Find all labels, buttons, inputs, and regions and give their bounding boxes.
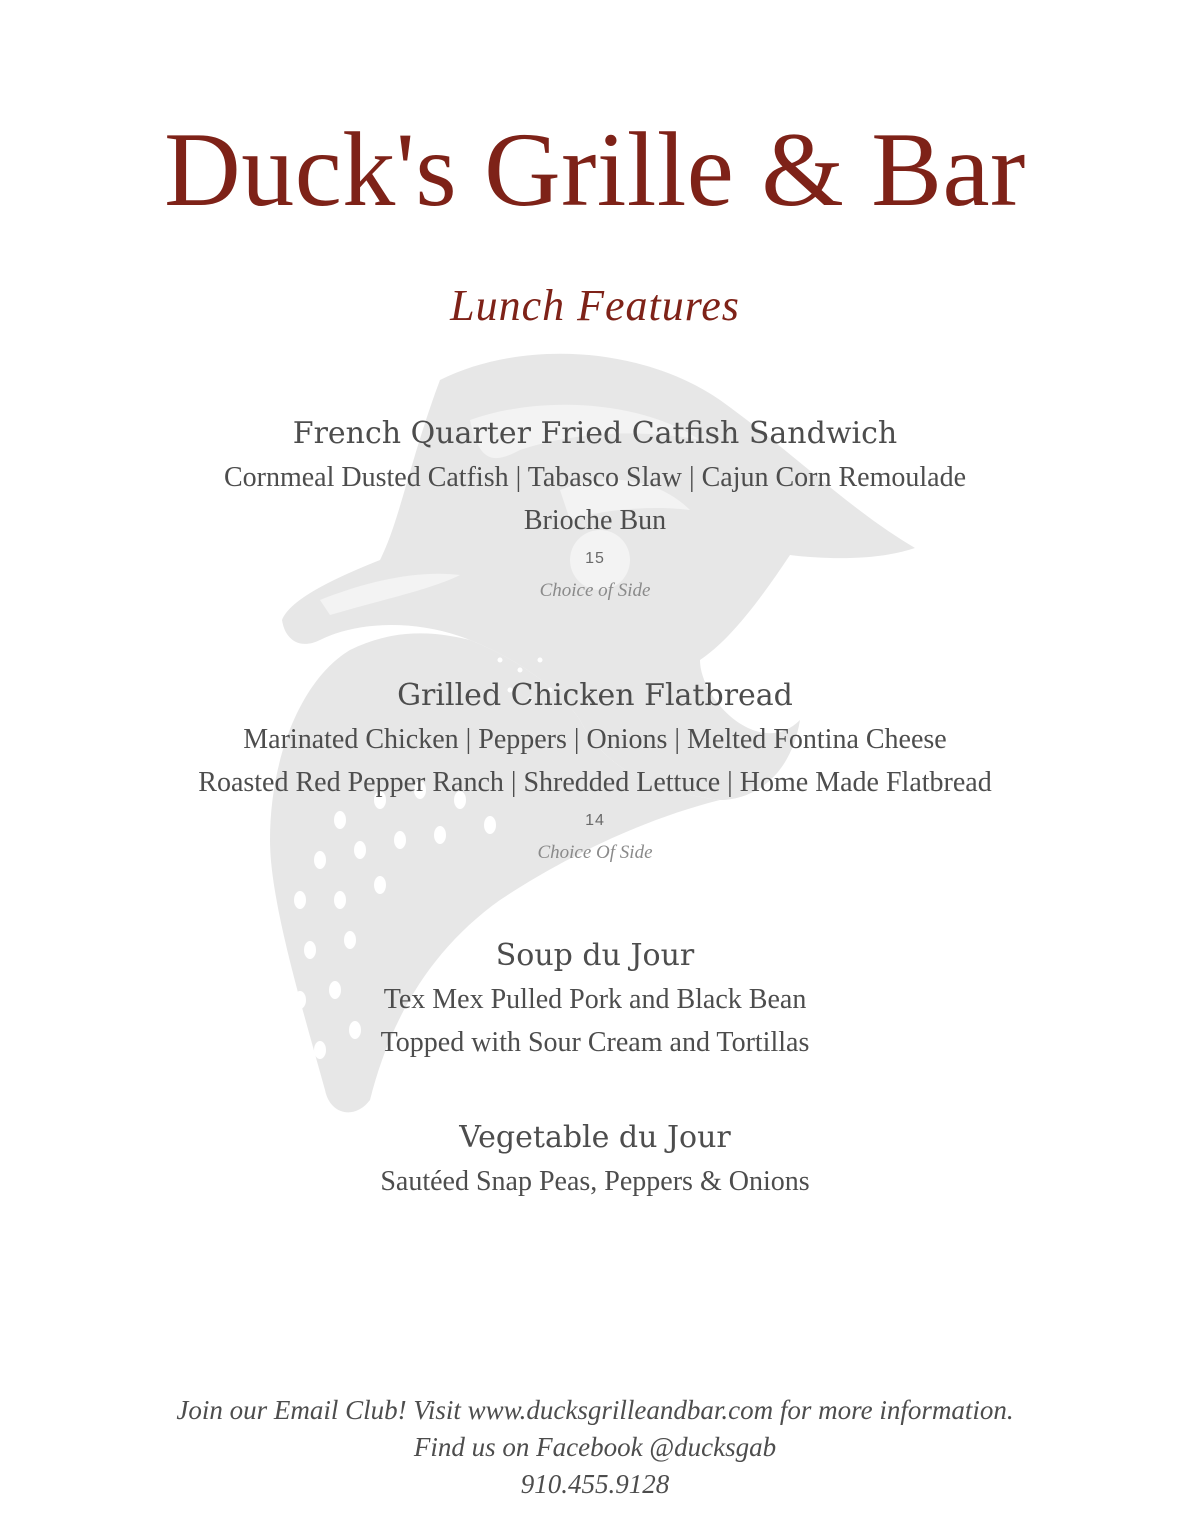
menu-item-description: Tex Mex Pulled Pork and Black Bean: [383, 984, 807, 1015]
footer-phone: 910.455.9128: [520, 1469, 670, 1499]
menu-item-description: Brioche Bun: [523, 505, 667, 536]
menu-item-price: 15: [585, 550, 605, 567]
menu-item-chicken-flatbread: [0, 674, 1190, 866]
footer-facebook: Find us on Facebook @ducksgab: [413, 1432, 777, 1462]
menu-item-price: 14: [585, 812, 605, 829]
menu-item-description: Topped with Sour Cream and Tortillas: [380, 1027, 810, 1058]
menu-item-description: Cornmeal Dusted Catfish | Tabasco Slaw | Cajun Corn Remoulade: [223, 462, 967, 493]
menu-item-description: Roasted Red Pepper Ranch | Shredded Lettuce | Home Made Flatbread: [198, 767, 992, 798]
menu-item-name: Soup du Jour: [495, 938, 695, 973]
footer: [0, 1392, 1190, 1503]
menu-subtitle: Lunch Features: [450, 281, 740, 330]
menu-item-name: French Quarter Fried Catfish Sandwich: [292, 416, 898, 451]
menu-item-vegetable-du-jour: [0, 1116, 1190, 1203]
menu-item-soup-du-jour: [0, 934, 1190, 1064]
menu-item-side: Choice of Side: [539, 580, 651, 601]
menu-item-side: Choice Of Side: [537, 842, 653, 863]
menu-item-name: Grilled Chicken Flatbread: [397, 678, 793, 713]
menu-item-catfish-sandwich: [0, 412, 1190, 604]
footer-email-club: Join our Email Club! Visit www.ducksgrilleandbar.com for more information.: [176, 1395, 1014, 1425]
restaurant-title: Duck's Grille & Bar: [164, 111, 1026, 228]
menu-item-description: Marinated Chicken | Peppers | Onions | Melted Fontina Cheese: [243, 724, 947, 755]
menu-item-description: Sautéed Snap Peas, Peppers & Onions: [380, 1166, 810, 1197]
menu-item-name: Vegetable du Jour: [459, 1120, 731, 1155]
